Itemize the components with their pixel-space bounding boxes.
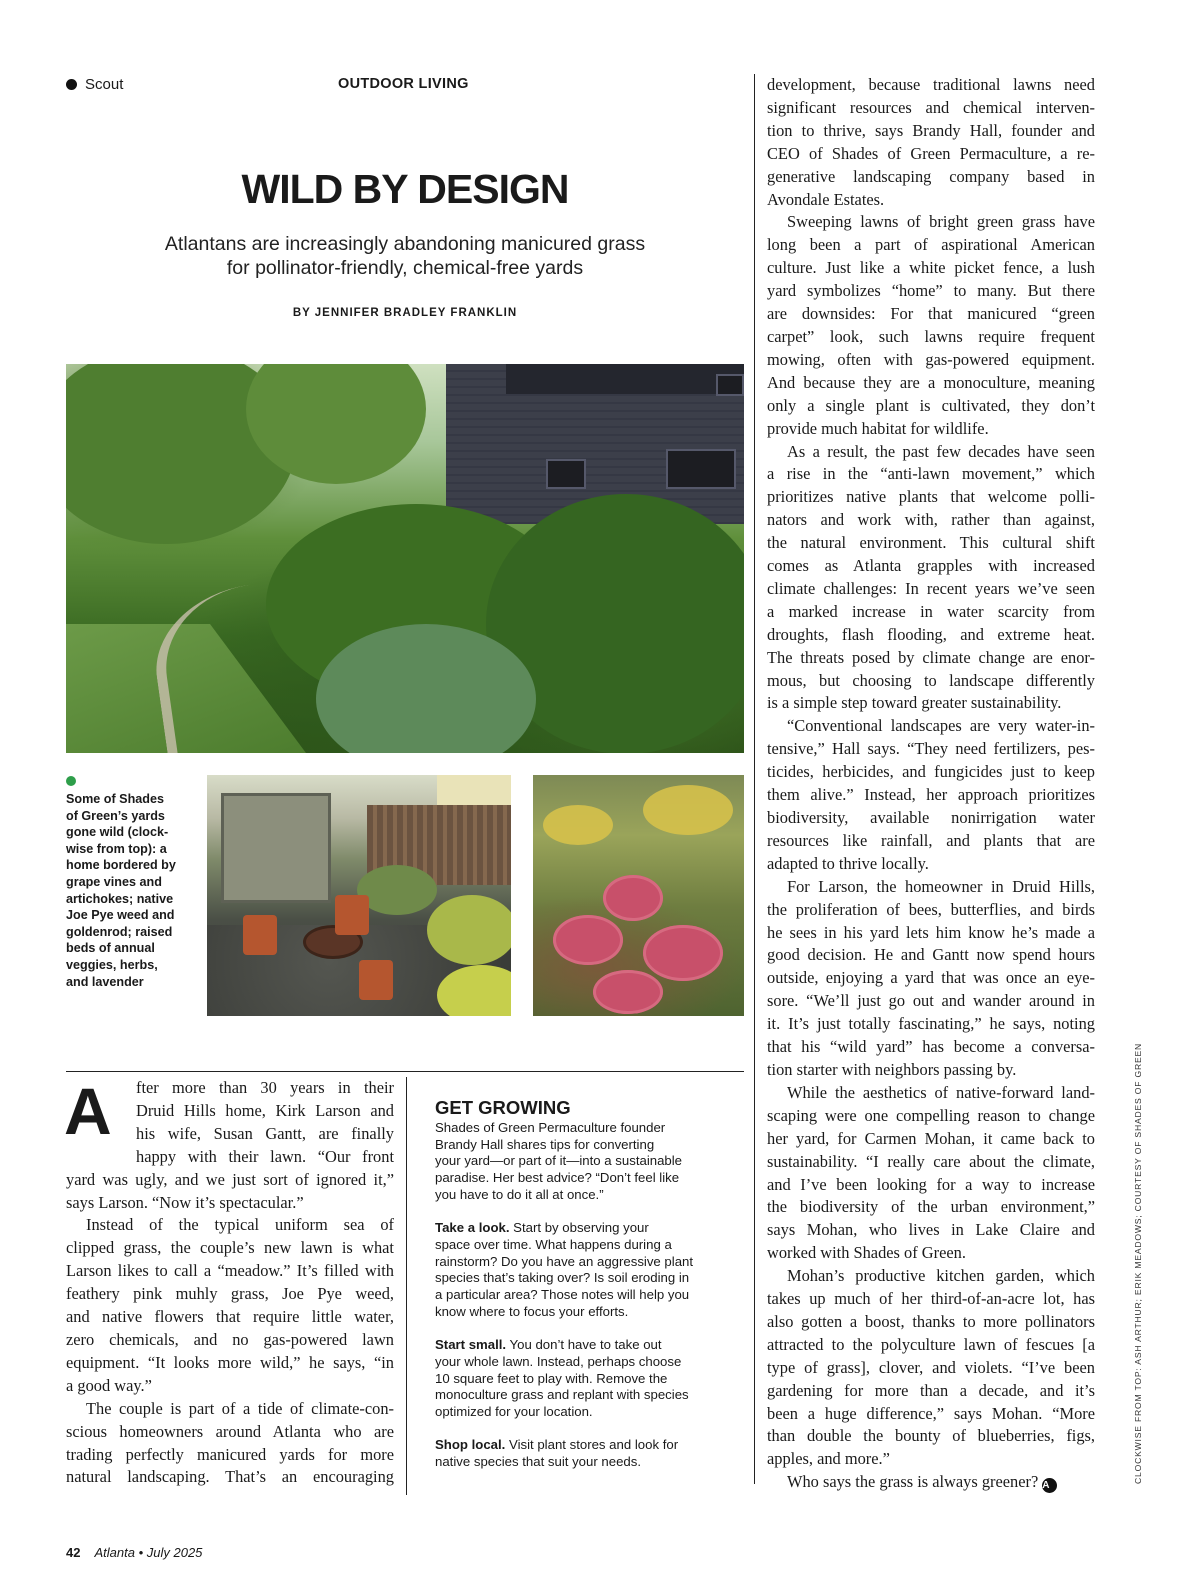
adirondack-chair (359, 960, 393, 1000)
sidebar-line: 10 square feet to play with. Remove the (435, 1370, 668, 1386)
footer-separator: • (138, 1545, 144, 1560)
text-line: generative landscaping company based in (767, 166, 1095, 186)
caption-line: and lavender (66, 974, 144, 989)
shrub (427, 895, 511, 965)
deck-line: for pollinator-friendly, chemical-free yards (226, 257, 584, 279)
text-line: culture. Just like a white picket fence, a lush (767, 258, 1095, 278)
text-line: good decision. He and Gantt now spend hours (767, 945, 1095, 965)
caption-line: artichokes; native (66, 891, 174, 906)
caption-line: beds of annual (66, 941, 155, 956)
text-line: is a simple step toward greater sustainability. (767, 693, 1062, 713)
text-line: them alive.” Instead, her approach prioritizes (767, 785, 1095, 805)
text-line: adapted to thrive locally. (767, 853, 929, 873)
text-line: tion to thrive, says Brandy Hall, founder and (767, 120, 1095, 140)
photo-caption (66, 791, 194, 990)
sidebar-line: know where to focus your efforts. (435, 1303, 629, 1319)
sidebar-line: space over time. What happens during a (435, 1236, 672, 1252)
text-line: Druid Hills home, Kirk Larson and (136, 1100, 394, 1120)
text-line: comes as Atlanta grapples with increased (767, 556, 1095, 576)
text-line: Sweeping lawns of bright green grass have (787, 212, 1095, 232)
text-line: it. It’s just totally fascinating,” he says, noting (767, 1014, 1095, 1034)
text-line: “Conventional landscapes are very water-in- (787, 716, 1095, 736)
sidebar-divider (406, 1077, 407, 1495)
sidebar-line (435, 1337, 735, 1354)
adirondack-chair (335, 895, 369, 935)
text-line: And because they are a monoculture, meaning (767, 372, 1095, 392)
text-line: mous, but choosing to landscape differently (767, 670, 1095, 690)
sidebar-line: optimized for your location. (435, 1403, 593, 1419)
tip-label: Take a look. (435, 1220, 510, 1236)
caption-bullet-icon (66, 776, 76, 786)
tip-text: Visit plant stores and look for (505, 1437, 679, 1453)
text-line: the natural environment. This cultural shift (767, 533, 1095, 553)
text-line: nators and work with, rather than against, (767, 510, 1095, 530)
house-window (666, 449, 736, 489)
publication-name: Atlanta (94, 1545, 135, 1560)
text-line: feathery pink muhly grass, Joe Pye weed, (66, 1284, 394, 1304)
caption-line: goldenrod; raised (66, 924, 173, 939)
sidebar-line: species that’s taking over? Is soil eroding in (435, 1270, 690, 1286)
text-line: takes up much of her third-of-an-acre lot, has (767, 1289, 1095, 1309)
text-line: Who says the grass is always greener? (787, 1472, 1039, 1492)
text-line: attracted to the polyculture lawn of fescues [a (767, 1334, 1095, 1354)
body-column-3 (767, 74, 1095, 1494)
sidebar-line: your whole lawn. Instead, perhaps choose (435, 1353, 682, 1369)
text-line: climate challenges: In recent years we’ve seen (767, 578, 1095, 598)
body-column-1 (64, 1074, 394, 1489)
text-line: been a huge difference,” says Mohan. “More (767, 1403, 1095, 1423)
end-mark-icon: A (1042, 1478, 1057, 1493)
tip-text: Start by observing your (509, 1220, 649, 1236)
goldenrod (543, 805, 613, 845)
sidebar-line: Brandy Hall shares tips for converting (435, 1136, 655, 1152)
text-line: development, because traditional lawns need (767, 75, 1095, 94)
sidebar-get-growing (435, 1097, 735, 1471)
section-name: Scout (85, 76, 124, 93)
text-line: tensive,” Hall says. “They need fertilizers, pes- (767, 739, 1095, 759)
drop-cap: A (64, 1074, 112, 1148)
text-line: also gotten a boost, thanks to more pollinators (767, 1311, 1095, 1331)
text-line: CEO of Shades of Green Permaculture, a re- (767, 143, 1095, 163)
caption-line: of Green’s yards (66, 808, 165, 823)
department-label: OUTDOOR LIVING (338, 76, 469, 92)
house-roof (506, 364, 744, 394)
text-line: biodiversity, available nonirrigation water (767, 808, 1095, 827)
text-line: says Larson. “Now it’s spectacular.” (66, 1192, 304, 1212)
text-line: Instead of the typical uniform sea of (86, 1215, 394, 1235)
text-line: he sees in his yard lets him know he’s made a (767, 922, 1095, 942)
text-line: gardening for more than a decade, and it’s (767, 1380, 1095, 1400)
text-line: carpet” look, such lawns require frequent (767, 326, 1095, 346)
sidebar-title: GET GROWING (435, 1097, 571, 1118)
tip-label: Shop local. (435, 1437, 506, 1453)
house-window (546, 459, 586, 489)
sidebar-line: monoculture grass and replant with species (435, 1387, 689, 1403)
section-tag (66, 76, 123, 93)
sidebar-line: paradise. Her best advice? “Don’t feel like (435, 1170, 680, 1186)
joe-pye-bloom (593, 970, 663, 1014)
text-line: trading perfectly manicured yards for more (66, 1444, 394, 1464)
sidebar-line: your yard—or part of it—into a sustainable (435, 1153, 683, 1169)
text-line: The couple is part of a tide of climate-con- (86, 1398, 394, 1418)
text-line: ticides, herbicides, and fungicides just to keep (767, 762, 1095, 782)
bullet-icon (66, 79, 77, 90)
text-line: mowing, often with gas-powered equipment. (767, 349, 1095, 369)
sidebar-line (435, 1220, 735, 1237)
text-line: clipped grass, the couple’s new lawn is what (66, 1238, 394, 1258)
deck-line: Atlantans are increasingly abandoning manicured grass (164, 233, 646, 255)
text-line: yard was ugly, and we just sort of ignored it,” (66, 1169, 394, 1189)
greenhouse-shed (221, 793, 331, 903)
text-line: and I’ve been looking for a way to increase (767, 1174, 1095, 1194)
text-line: and native flowers that require little water, (66, 1307, 394, 1327)
photo-native-flowers (533, 775, 744, 1016)
joe-pye-bloom (553, 915, 623, 965)
raised-bed (357, 865, 437, 915)
text-line: her yard, for Carmen Mohan, it came back to (767, 1128, 1095, 1148)
text-line: scious homeowners around Atlanta who are (66, 1421, 394, 1441)
caption-line: gone wild (clock- (66, 825, 169, 840)
text-line: than double the bounty of blueberries, figs, (767, 1426, 1095, 1446)
text-line: tion starter with neighbors passing by. (767, 1059, 1017, 1079)
text-line: a good way.” (66, 1375, 152, 1395)
photo-patio-garden (207, 775, 511, 1016)
text-line: happy with their lawn. “Our front (136, 1146, 394, 1166)
tip-text: You don’t have to take out (506, 1337, 662, 1353)
text-line: that his “wild yard” has become a conversa- (767, 1037, 1095, 1057)
text-line: the biodiversity of the urban environment,” (767, 1197, 1095, 1217)
text-line: scaping were one compelling reason to change (767, 1105, 1095, 1125)
text-line: droughts, flash flooding, and extreme heat. (767, 624, 1095, 644)
text-line: The threats posed by climate change are enor- (767, 647, 1095, 667)
horizontal-rule (66, 1071, 744, 1072)
text-line: sustainability. “I really care about the climate, (767, 1151, 1095, 1171)
house-window (716, 374, 744, 396)
caption-line: grape vines and (66, 874, 162, 889)
page-footer (66, 1545, 202, 1560)
text-line: For Larson, the homeowner in Druid Hills, (787, 876, 1095, 896)
text-line: While the aesthetics of native-forward land- (787, 1082, 1095, 1102)
caption-line: Joe Pye weed and (66, 908, 175, 923)
caption-line: Some of Shades (66, 792, 164, 806)
sidebar-line: Shades of Green Permaculture founder (435, 1120, 666, 1135)
text-line: apples, and more.” (767, 1449, 890, 1469)
issue-date: July 2025 (146, 1545, 203, 1560)
text-line: zero chemicals, and no gas-powered lawn (66, 1329, 394, 1349)
text-line: outside, enjoying a yard that was once an eye- (767, 968, 1095, 988)
text-line: are downsides: For that manicured “green (767, 304, 1095, 324)
text-line: Avondale Estates. (767, 189, 885, 209)
publication-info (94, 1545, 202, 1560)
text-line: Mohan’s productive kitchen garden, which (787, 1266, 1095, 1286)
text-line: natural landscaping. That’s an encouraging (66, 1467, 394, 1487)
page-number: 42 (66, 1545, 81, 1560)
photo-garden-house (66, 364, 744, 753)
adirondack-chair (243, 915, 277, 955)
text-line: worked with Shades of Green. (767, 1243, 966, 1263)
sidebar-line: you have to do it all at once.” (435, 1186, 604, 1202)
sidebar-line: native species that suit your needs. (435, 1454, 641, 1470)
goldenrod (643, 785, 733, 835)
text-line: a marked increase in water scarcity from (767, 601, 1095, 621)
sidebar-line: a particular area? Those notes will help you (435, 1287, 690, 1303)
text-line: type of grass], clover, and violets. “I’ve been (767, 1357, 1095, 1377)
sidebar-line (435, 1437, 735, 1454)
photo-credit: CLOCKWISE FROM TOP: ASH ARTHUR; ERIK MEADOWS; COURTESY OF SHADES OF GREEN (1133, 1042, 1143, 1484)
text-line: Larson likes to call a “meadow.” It’s filled with (66, 1261, 394, 1281)
text-line: says Mohan, who lives in Lake Claire and (767, 1220, 1095, 1240)
text-line: the proliferation of bees, butterflies, and birds (767, 899, 1095, 919)
text-line-final (767, 1471, 1095, 1494)
text-line: fter more than 30 years in their (136, 1078, 394, 1097)
text-line: resources like rainfall, and plants that are (767, 830, 1095, 850)
text-line: sore. “We’ll just go out and wander around in (767, 991, 1095, 1011)
text-line: only a single plant is cultivated, they don’t (767, 395, 1095, 415)
caption-line: home bordered by (66, 858, 176, 873)
headline: WILD BY DESIGN (241, 166, 569, 212)
byline: BY JENNIFER BRADLEY FRANKLIN (292, 307, 518, 319)
text-line: a rise in the “anti-lawn movement,” which (767, 464, 1095, 484)
joe-pye-bloom (603, 875, 663, 921)
text-line: prioritizes native plants that welcome polli- (767, 487, 1095, 507)
text-line: significant resources and chemical interven- (767, 97, 1095, 117)
text-line: provide much habitat for wildlife. (767, 418, 989, 438)
caption-line: wise from top): a (66, 841, 167, 856)
text-line: equipment. “It looks more wild,” he says, “in (66, 1352, 394, 1372)
column-divider (754, 74, 755, 1484)
text-line: As a result, the past few decades have seen (787, 441, 1095, 461)
sidebar-line: rainstorm? Do you have an aggressive plant (435, 1253, 694, 1269)
caption-line: veggies, herbs, (66, 957, 158, 972)
joe-pye-bloom (643, 925, 723, 981)
tip-label: Start small. (435, 1337, 507, 1353)
text-line: long been a part of aspirational American (767, 235, 1095, 255)
text-line: his wife, Susan Gantt, are finally (136, 1123, 394, 1143)
deck (66, 232, 744, 280)
text-line: yard symbolizes “home” to many. But there (767, 281, 1095, 301)
